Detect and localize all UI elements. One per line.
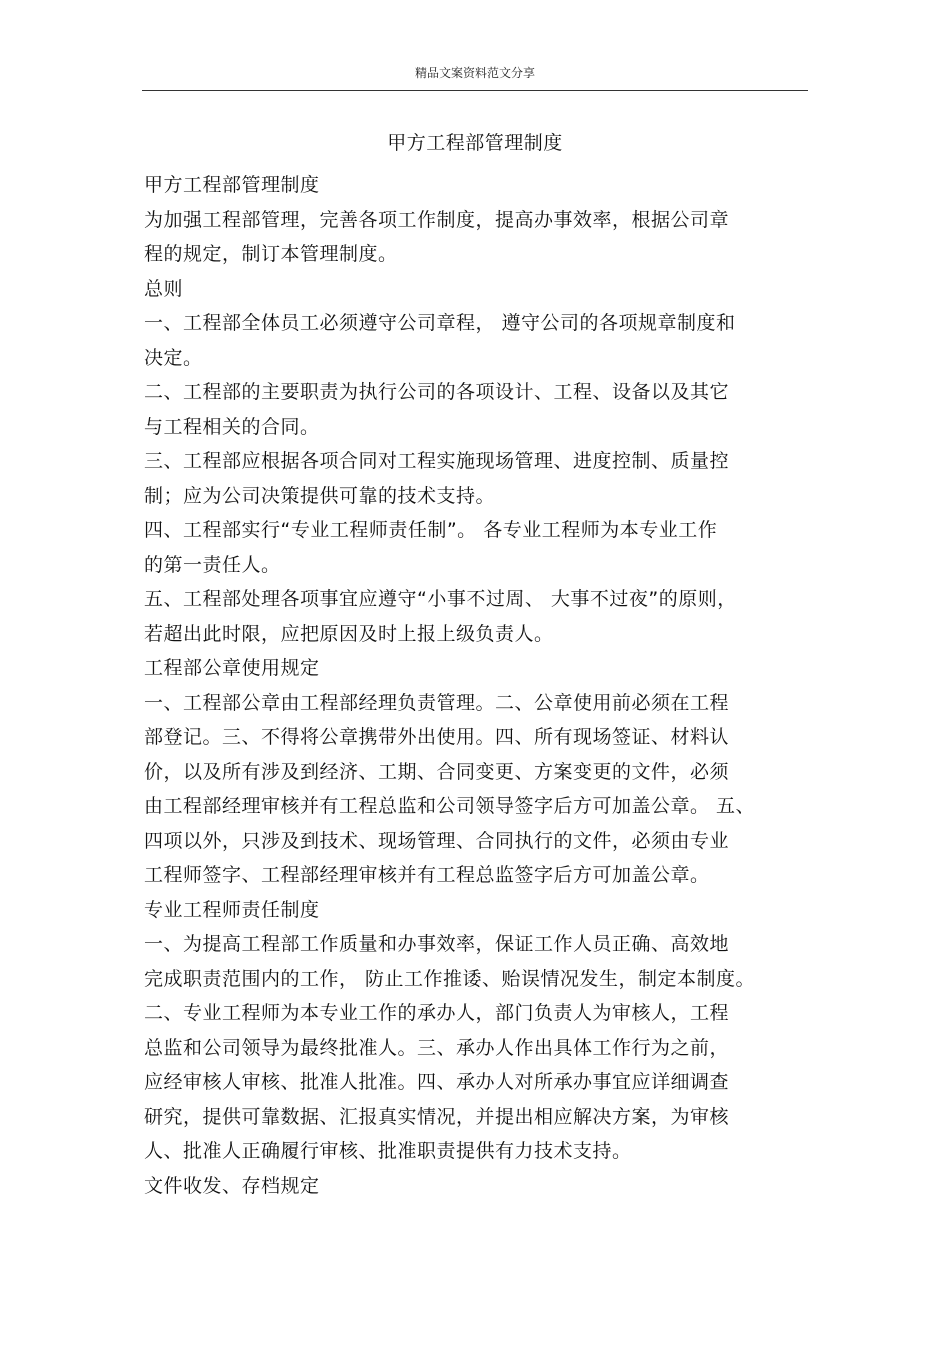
paragraph-line: 为加强工程部管理，完善各项工作制度，提高办事效率，根据公司章 — [144, 208, 730, 231]
paragraph-line: 应经审核人审核、批准人批准。四、承办人对所承办事宜应详细调查 — [144, 1071, 730, 1093]
paragraph-line: 决定。 — [144, 346, 203, 369]
paragraph-line: 一、为提高工程部工作质量和办事效率，保证工作人员正确、高效地 — [144, 933, 730, 955]
paragraph-line: 程的规定，制订本管理制度。 — [144, 243, 398, 265]
paragraph-line: 工程师签字、工程部经理审核并有工程总监签字后方可加盖公章。 — [144, 864, 710, 886]
paragraph-line: 二、工程部的主要职责为执行公司的各项设计、工程、设备以及其它 — [144, 381, 730, 403]
paragraph-line: 四项以外，只涉及到技术、现场管理、合同执行的文件，必须由专业 — [144, 829, 730, 852]
paragraph-line: 制；应为公司决策提供可靠的技术支持。 — [144, 484, 496, 507]
paragraph-line: 若超出此时限，应把原因及时上报上级负责人。 — [144, 622, 554, 645]
section-heading: 总则 — [144, 277, 184, 300]
section-heading: 甲方工程部管理制度 — [144, 174, 320, 196]
paragraph-line: 三、工程部应根据各项合同对工程实施现场管理、进度控制、质量控 — [144, 450, 730, 472]
paragraph-line: 的第一责任人。 — [144, 553, 281, 576]
paragraph-line: 人、批准人正确履行审核、批准职责提供有力技术支持。 — [144, 1140, 632, 1162]
section-heading: 工程部公章使用规定 — [144, 657, 320, 679]
paragraph-line: 价，以及所有涉及到经济、工期、合同变更、方案变更的文件，必须 — [144, 760, 730, 783]
section-heading: 专业工程师责任制度 — [144, 898, 320, 921]
paragraph-line: 由工程部经理审核并有工程总监和公司领导签字后方可加盖公章。 五、 — [144, 795, 756, 817]
paragraph-line: 五、工程部处理各项事宜应遵守“小事不过周、 大事不过夜”的原则， — [144, 588, 737, 610]
paragraph-line: 一、工程部全体员工必须遵守公司章程， 遵守公司的各项规章制度和 — [144, 312, 736, 334]
page-header: 精品文案资料范文分享 — [414, 66, 535, 80]
document-title: 甲方工程部管理制度 — [387, 132, 563, 154]
paragraph-line: 二、专业工程师为本专业工作的承办人，部门负责人为审核人，工程 — [144, 1002, 730, 1024]
header-divider — [142, 90, 808, 91]
paragraph-line: 一、工程部公章由工程部经理负责管理。二、公章使用前必须在工程 — [144, 691, 730, 714]
paragraph-line: 研究，提供可靠数据、汇报真实情况，并提出相应解决方案，为审核 — [144, 1105, 730, 1128]
document-body — [144, 168, 824, 1203]
section-heading: 文件收发、存档规定 — [144, 1174, 320, 1197]
paragraph-line: 总监和公司领导为最终批准人。三、承办人作出具体工作行为之前， — [144, 1036, 730, 1059]
paragraph-line: 四、工程部实行“专业工程师责任制”。 各专业工程师为本专业工作 — [144, 519, 718, 541]
paragraph-line: 完成职责范围内的工作， 防止工作推诿、贻误情况发生，制定本制度。 — [144, 967, 756, 990]
paragraph-line: 与工程相关的合同。 — [144, 415, 320, 438]
paragraph-line: 部登记。三、不得将公章携带外出使用。四、所有现场签证、材料认 — [144, 726, 730, 748]
